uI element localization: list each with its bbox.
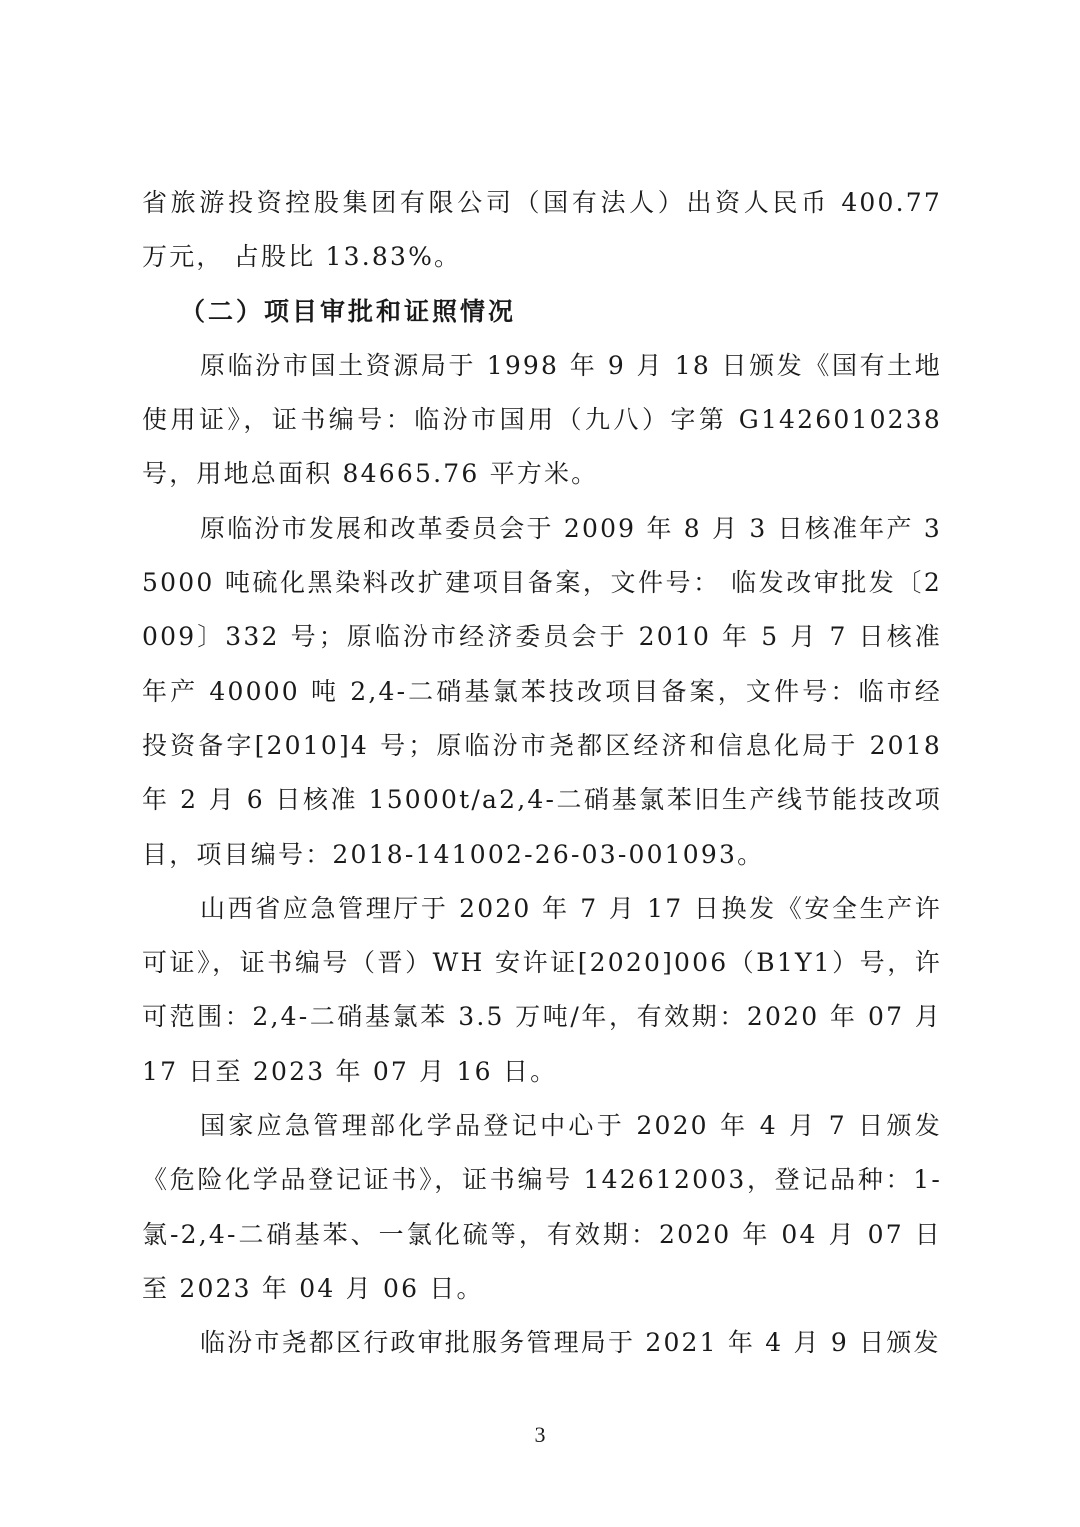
section-heading: （二）项目审批和证照情况 bbox=[180, 296, 517, 326]
paragraph-hazardous-chemical-registration: 国家应急管理部化学品登记中心于 2020 年 4 月 7 日颁发《危险化学品登记证书》，证书编号 142612003，登记品种：1-氯-2,4-二硝基苯、一氯化硫等，有效期：2020 年 04 月 07 日至 2023 年 04 月 06 日。 bbox=[142, 1111, 942, 1303]
document-body bbox=[142, 176, 942, 1371]
paragraph-safety-permit: 山西省应急管理厅于 2020 年 7 月 17 日换发《安全生产许可证》，证书编号（晋）WH 安许证[2020]006（B1Y1）号，许可范围：2,4-二硝基氯苯 3.5 万吨/年，有效期：2020 年 07 月 17 日至 2023 年 07 月 16 日。 bbox=[142, 893, 942, 1086]
paragraph-project-filings: 原临汾市发展和改革委员会于 2009 年 8 月 3 日核准年产 35000 吨硫化黑染料改扩建项目备案，文件号： 临发改审批发〔2009〕332 号；原临汾市经济委员会于 2010 年 5 月 7 日核准年产 40000 吨 2,4-二硝基氯苯技改项目备案，文件号：临市经投资备字[2010]4 号；原临汾市尧都区经济和信息化局于 2018 年 2 月 6 日核准 15000t/a2,4-二硝基氯苯旧生产线节能技改项目，项目编号：2018-141002-26-03-001093。 bbox=[142, 513, 942, 869]
page-number: 3 bbox=[534, 1422, 546, 1447]
paragraph-administrative-approval: 临汾市尧都区行政审批服务管理局于 2021 年 4 月 9 日颁发 bbox=[200, 1328, 941, 1358]
paragraph-continuation: 省旅游投资控股集团有限公司（国有法人）出资人民币 400.77 万元， 占股比 13.83%。 bbox=[142, 188, 942, 272]
paragraph-land-certificate: 原临汾市国土资源局于 1998 年 9 月 18 日颁发《国有土地使用证》，证书编号：临汾市国用（九八）字第 G1426010238 号，用地总面积 84665.76 平方米。 bbox=[142, 350, 942, 489]
